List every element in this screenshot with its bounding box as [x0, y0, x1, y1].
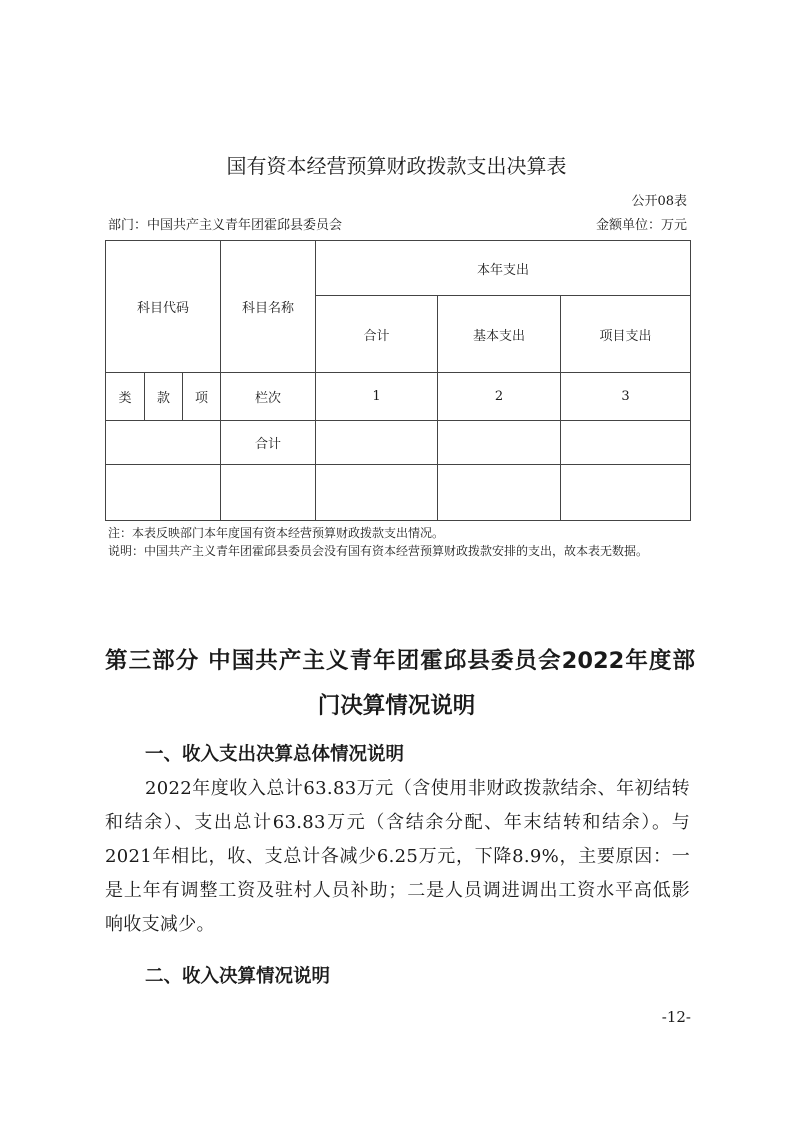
- page-number: -12-: [661, 1008, 691, 1026]
- table-note: 注：本表反映部门本年度国有资本经营预算财政拨款支出情况。: [108, 526, 445, 540]
- cell-basic: [438, 465, 561, 521]
- column-index-2: 2: [438, 373, 561, 421]
- cell-total: [316, 421, 438, 465]
- part3-heading-line1: 第三部分 中国共产主义青年团霍邱县委员会2022年度部: [105, 648, 695, 674]
- header-basic-expenditure: 基本支出: [438, 296, 561, 373]
- department-label: 部门：中国共产主义青年团霍邱县委员会: [108, 218, 343, 233]
- column-index-1: 1: [316, 373, 438, 421]
- cell-project: [561, 465, 691, 521]
- header-xiang: 项: [183, 373, 221, 421]
- form-number: 公开08表: [631, 194, 687, 209]
- expenditure-table: [105, 240, 691, 521]
- cell-total: [316, 465, 438, 521]
- header-subject-code: 科目代码: [106, 241, 221, 373]
- header-lei: 类: [106, 373, 145, 421]
- header-subject-name: 科目名称: [221, 241, 316, 373]
- header-total: 合计: [316, 296, 438, 373]
- header-kuan: 款: [145, 373, 183, 421]
- cell-project: [561, 421, 691, 465]
- header-current-year-expenditure: 本年支出: [316, 241, 691, 296]
- table-explanation: 说明：中国共产主义青年团霍邱县委员会没有国有资本经营预算财政拨款安排的支出，故本表无数据。: [108, 544, 649, 558]
- amount-unit-label: 金额单位：万元: [595, 218, 687, 233]
- table-row: [106, 421, 691, 465]
- cell-code: [106, 465, 221, 521]
- cell-basic: [438, 421, 561, 465]
- column-index-3: 3: [561, 373, 691, 421]
- header-column-index: 栏次: [221, 373, 316, 421]
- section1-body: 2022年度收入总计63.83万元（含使用非财政拨款结余、年初结转和结余）、支出总计63.83万元（含结余分配、年末结转和结余）。与2021年相比，收、支总计各减少6.25万元，下降8.9%，主要原因：一是上年有调整工资及驻村人员补助；二是人员调进调出工资水平高低影响收支减少。: [105, 778, 690, 935]
- table-row: [106, 465, 691, 521]
- header-project-expenditure: 项目支出: [561, 296, 691, 373]
- section1-heading: 一、收入支出决算总体情况说明: [145, 744, 405, 765]
- table-title: 国有资本经营预算财政拨款支出决算表: [226, 154, 567, 178]
- part3-heading-line2: 门决算情况说明: [317, 693, 476, 719]
- cell-name: [221, 465, 316, 521]
- cell-code: [106, 421, 221, 465]
- section2-heading: 二、收入决算情况说明: [145, 966, 331, 987]
- cell-name: 合计: [221, 421, 316, 465]
